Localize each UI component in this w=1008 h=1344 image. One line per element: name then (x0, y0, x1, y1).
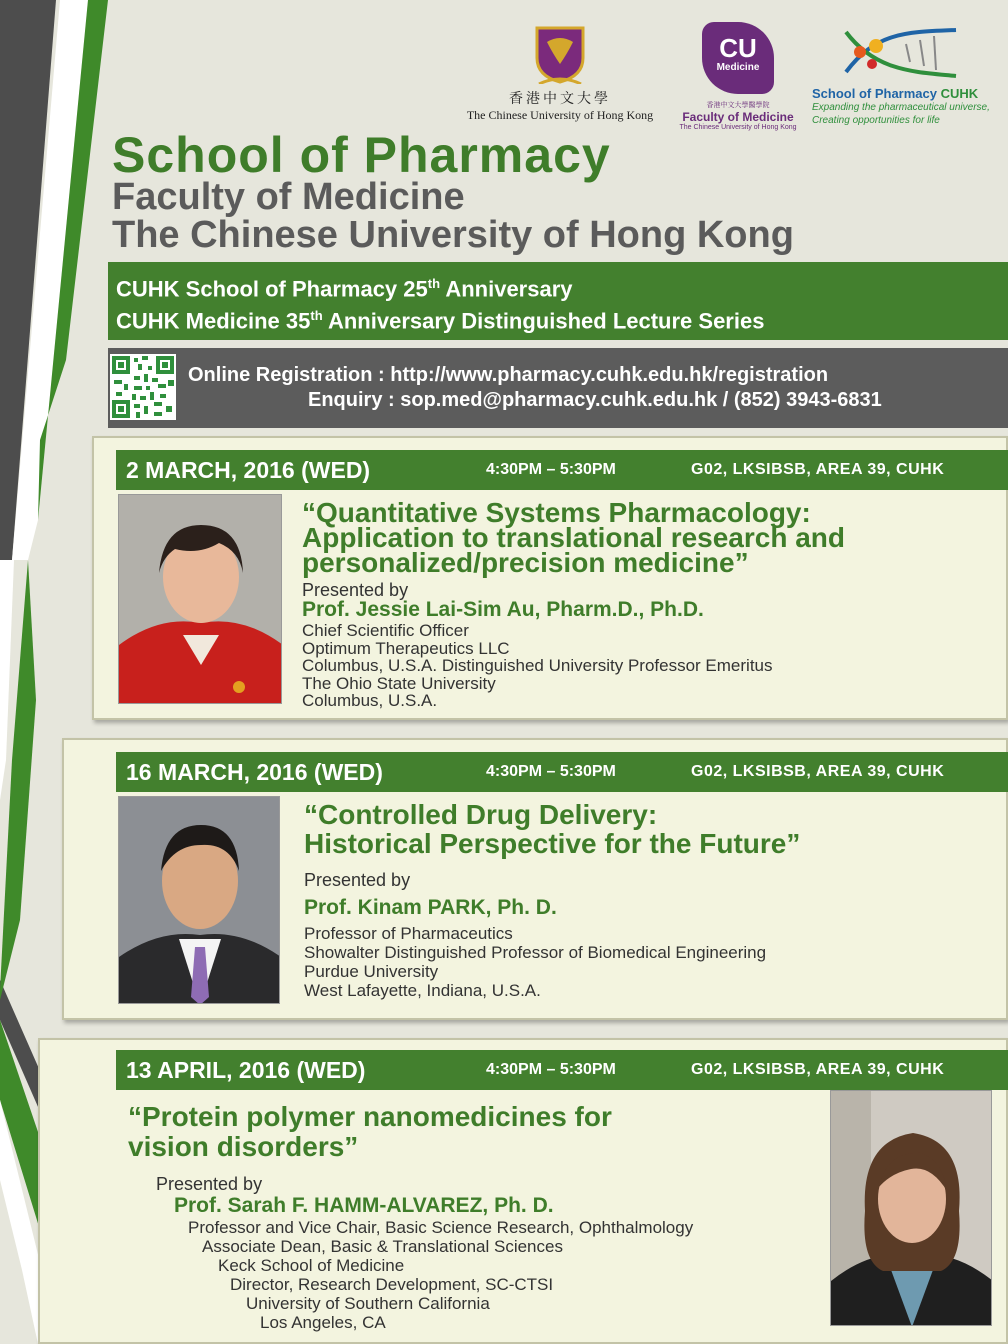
speaker-name: Prof. Kinam PARK, Ph. D. (304, 896, 557, 919)
lecture-venue: G02, LKSIBSB, AREA 39, CUHK (691, 461, 945, 478)
title-line: “Quantitative Systems Pharmacology: (302, 497, 811, 528)
affiliation-line: Director, Research Development, SC-CTSI (230, 1275, 554, 1294)
anniv2-a: CUHK Medicine 35 (116, 308, 311, 334)
faculty-title: Faculty of Medicine (112, 176, 465, 218)
sop-tagline-1: Expanding the pharmaceutical universe, (812, 102, 990, 113)
lecture-date: 13 APRIL, 2016 (WED) (126, 1057, 366, 1083)
lecture-header (116, 1050, 1008, 1090)
qr-code-icon[interactable] (110, 354, 176, 420)
lecture-card-3 (38, 1038, 1008, 1344)
lecture-title (302, 497, 846, 578)
cu-medicine-badge-icon (702, 22, 774, 94)
lecture-card-2 (62, 738, 1008, 1020)
anniversary-line-2 (116, 302, 1008, 334)
speaker-photo-hamm-alvarez (830, 1090, 992, 1326)
school-title: School of Pharmacy (112, 127, 611, 183)
lecture-venue: G02, LKSIBSB, AREA 39, CUHK (691, 763, 945, 780)
medicine-name: Faculty of Medicine (682, 110, 794, 124)
title-line: Historical Perspective for the Future” (304, 828, 801, 859)
lecture-time: 4:30PM – 5:30PM (486, 1061, 616, 1078)
affiliation-line: Keck School of Medicine (218, 1256, 405, 1275)
school-of-pharmacy-logo (812, 22, 1002, 134)
lecture-date: 2 MARCH, 2016 (WED) (126, 457, 371, 483)
lecture-header (116, 752, 1008, 792)
affiliation-line: West Lafayette, Indiana, U.S.A. (304, 981, 541, 1000)
affiliation-line: Purdue University (304, 962, 439, 981)
sop-name-a: School of Pharmacy (812, 86, 941, 101)
enquiry-contact[interactable]: Enquiry : sop.med@pharmacy.cuhk.edu.hk / (852) 3943-6831 (308, 389, 882, 411)
speaker-photo-au (118, 494, 282, 704)
speaker-portrait-icon (119, 797, 280, 1004)
affiliation-line: Los Angeles, CA (260, 1313, 386, 1332)
affiliation-line: Columbus, U.S.A. (302, 691, 438, 710)
speaker-photo-park (118, 796, 280, 1004)
anniv2-sup: th (310, 308, 323, 324)
title-line: vision disorders” (128, 1131, 359, 1162)
registration-bar (108, 348, 1008, 428)
title-line: “Protein polymer nanomedicines for (128, 1101, 612, 1132)
sop-tagline-2: Creating opportunities for life (812, 115, 940, 126)
university-title: The Chinese University of Hong Kong (112, 214, 794, 256)
affiliation-line: Columbus, U.S.A. Distinguished University Professor Emeritus (302, 656, 773, 675)
cuhk-chinese-name: 香港中文大學 (509, 91, 611, 107)
speaker-affiliations (302, 622, 773, 710)
sop-name-b: CUHK (940, 86, 979, 101)
affiliation-line: Optimum Therapeutics LLC (302, 638, 510, 658)
speaker-portrait-icon (831, 1091, 992, 1326)
affiliation-line: Associate Dean, Basic & Translational Sciences (202, 1237, 563, 1256)
speaker-name: Prof. Jessie Lai-Sim Au, Pharm.D., Ph.D. (302, 598, 704, 621)
badge-cu: CU (719, 33, 757, 63)
anniv1-a: CUHK School of Pharmacy 25 (116, 276, 428, 302)
presented-by-label: Presented by (304, 870, 411, 890)
lecture-time: 4:30PM – 5:30PM (486, 461, 616, 478)
medicine-chinese-name: 香港中文大學醫學院 (706, 102, 770, 109)
title-line: personalized/precision medicine” (302, 547, 749, 578)
lecture-title (304, 800, 800, 858)
anniv2-b: Anniversary Distinguished Lecture Series (322, 308, 765, 334)
medicine-english-name: The Chinese University of Hong Kong (679, 124, 797, 131)
cuhk-logo (460, 24, 660, 134)
sop-logo-name (812, 86, 1002, 101)
dna-helix-icon (836, 22, 966, 84)
affiliation-line: Professor of Pharmaceutics (304, 924, 513, 943)
lecture-header (116, 450, 1008, 490)
speaker-portrait-icon (119, 495, 282, 704)
anniversary-banner (108, 262, 1008, 340)
anniversary-line-1 (116, 270, 1008, 302)
cuhk-english-name: The Chinese University of Hong Kong (466, 108, 654, 122)
affiliation-line: Professor and Vice Chair, Basic Science Research, Ophthalmology (188, 1218, 694, 1237)
anniv1-b: Anniversary (440, 276, 573, 302)
speaker-affiliations (304, 924, 766, 1000)
lecture-date: 16 MARCH, 2016 (WED) (126, 759, 383, 785)
anniv1-sup: th (427, 276, 441, 291)
presented-by-label: Presented by (302, 580, 409, 600)
affiliation-line: University of Southern California (246, 1294, 490, 1313)
faculty-of-medicine-logo (676, 22, 800, 134)
speaker-affiliations (188, 1218, 693, 1332)
presented-by-label: Presented by (156, 1174, 263, 1194)
affiliation-line: Chief Scientific Officer (302, 621, 469, 640)
lecture-card-1 (92, 436, 1008, 720)
badge-medicine: Medicine (716, 62, 760, 73)
lecture-title (128, 1102, 612, 1162)
online-registration[interactable]: Online Registration : http://www.pharmacy.cuhk.edu.hk/registration (188, 364, 829, 386)
cuhk-crest-icon (533, 24, 587, 84)
affiliation-line: Showalter Distinguished Professor of Biomedical Engineering (304, 943, 767, 962)
speaker-name: Prof. Sarah F. HAMM-ALVAREZ, Ph. D. (174, 1194, 554, 1217)
lecture-time: 4:30PM – 5:30PM (486, 763, 616, 780)
lecture-venue: G02, LKSIBSB, AREA 39, CUHK (691, 1061, 945, 1078)
title-line: Application to translational research and (302, 522, 846, 553)
title-line: “Controlled Drug Delivery: (304, 799, 658, 830)
affiliation-line: The Ohio State University (302, 673, 496, 693)
